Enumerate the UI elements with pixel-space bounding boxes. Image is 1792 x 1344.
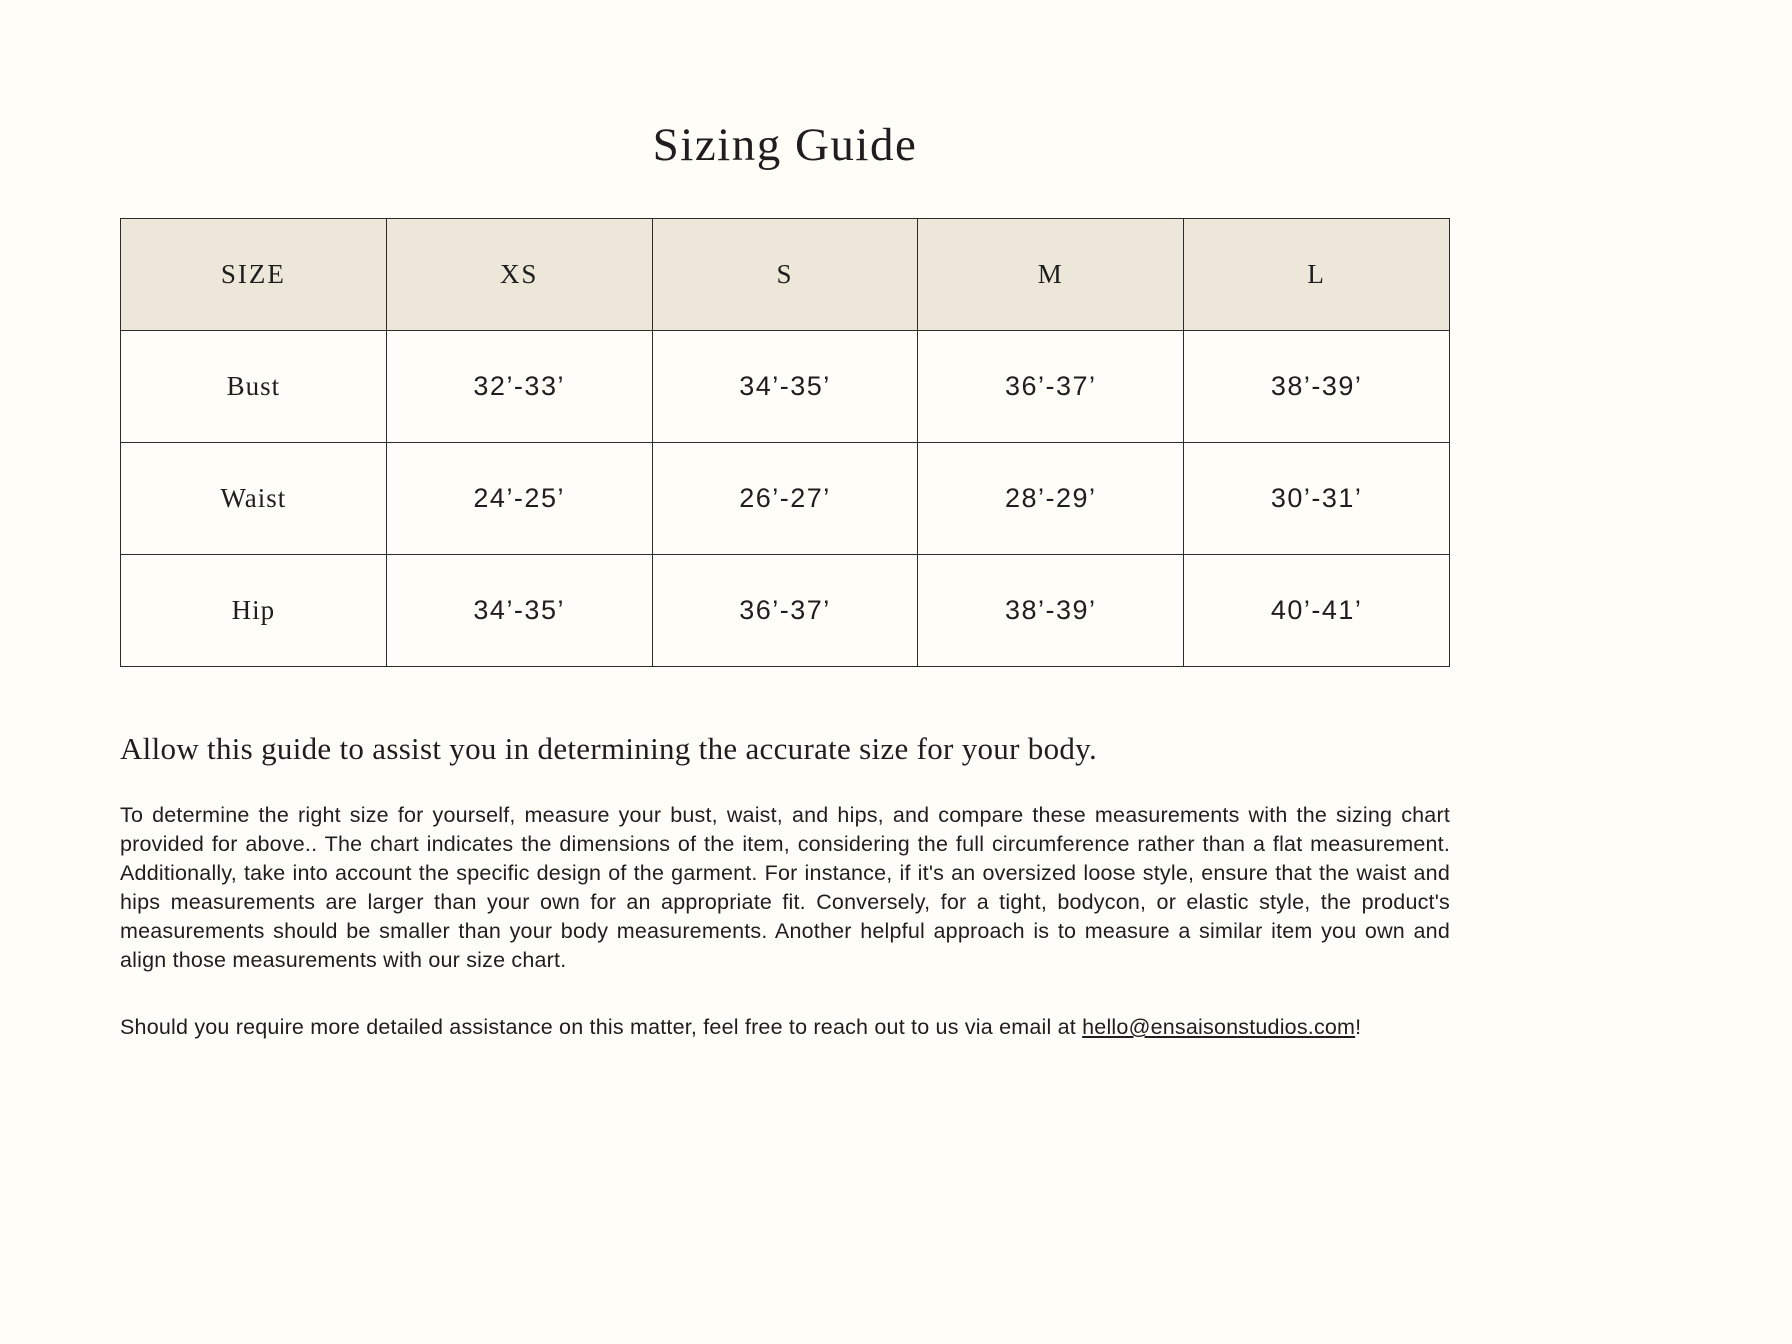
contact-email-link[interactable]: hello@ensaisonstudios.com	[1082, 1015, 1356, 1039]
cell-bust-s: 34’-35’	[652, 331, 918, 443]
row-label-bust: Bust	[121, 331, 387, 443]
table-row-hip	[121, 555, 1450, 667]
column-header-xs: XS	[386, 219, 652, 331]
row-label-waist: Waist	[121, 443, 387, 555]
column-header-size: SIZE	[121, 219, 387, 331]
row-label-hip: Hip	[121, 555, 387, 667]
contact-text-prefix: Should you require more detailed assistance on this matter, feel free to reach out to us via email at	[120, 1015, 1083, 1039]
size-chart-body	[121, 331, 1450, 667]
cell-bust-l: 38’-39’	[1184, 331, 1450, 443]
contact-text-suffix: !	[1355, 1015, 1362, 1039]
size-chart-table	[120, 218, 1450, 667]
cell-hip-m: 38’-39’	[918, 555, 1184, 667]
cell-waist-xs: 24’-25’	[386, 443, 652, 555]
page-title: Sizing Guide	[652, 119, 918, 171]
table-row-bust	[121, 331, 1450, 443]
guide-lead-text: Allow this guide to assist you in determining the accurate size for your body.	[120, 731, 1098, 766]
guide-paragraph: To determine the right size for yourself, measure your bust, waist, and hips, and compare these measurements with the sizing chart provided for above.. The chart indicates the dimensions of the item, considering the full circumference rather than a flat measurement. Additionally, take into account the specific design of the garment. For instance, if it's an oversized loose style, ensure that the waist and hips measurements are larger than your own for an appropriate fit. Conversely, for a tight, bodycon, or elastic style, the product's measurements should be smaller than your body measurements. Another helpful approach is to measure a similar item you own and align those measurements with our size chart.	[120, 803, 1450, 972]
cell-hip-s: 36’-37’	[652, 555, 918, 667]
contact-line	[120, 1013, 1450, 1042]
column-header-m: M	[918, 219, 1184, 331]
header-row	[121, 219, 1450, 331]
column-header-l: L	[1184, 219, 1450, 331]
size-chart-header	[121, 219, 1450, 331]
cell-bust-xs: 32’-33’	[386, 331, 652, 443]
cell-waist-m: 28’-29’	[918, 443, 1184, 555]
cell-waist-s: 26’-27’	[652, 443, 918, 555]
column-header-s: S	[652, 219, 918, 331]
cell-hip-xs: 34’-35’	[386, 555, 652, 667]
cell-waist-l: 30’-31’	[1184, 443, 1450, 555]
table-row-waist	[121, 443, 1450, 555]
cell-bust-m: 36’-37’	[918, 331, 1184, 443]
cell-hip-l: 40’-41’	[1184, 555, 1450, 667]
sizing-guide-page	[120, 0, 1450, 1042]
